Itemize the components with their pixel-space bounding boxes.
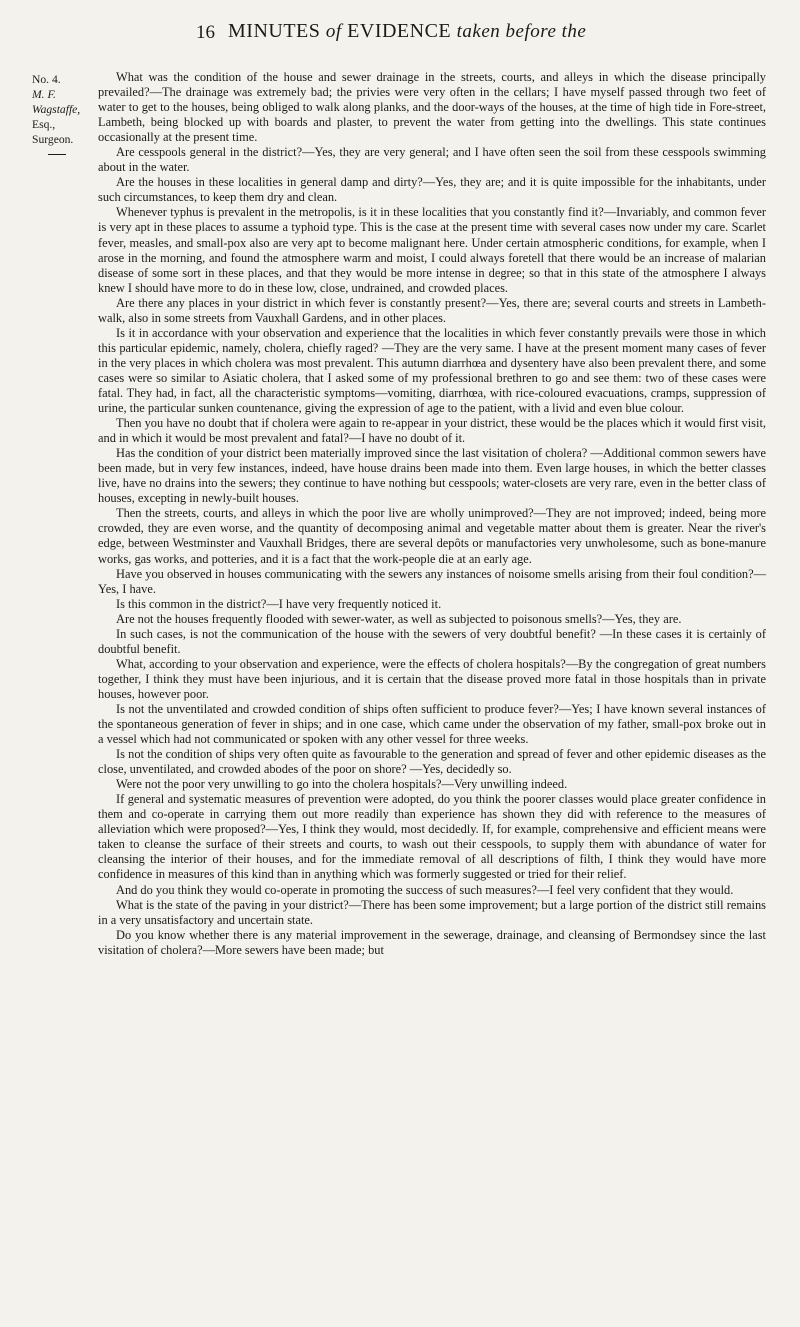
paragraph: Then the streets, courts, and alleys in which the poor live are wholly unimproved?—They are not improved; indeed, being more crowded, they are even worse, and the quantity of decomposing animal and vegetable matter about them is greater. Near the river's edge, between Westminster and Vauxhall Bridges, there are several depôts or manufactories very unwholesome, such as bone-manure works, gas works, and potteries, and it is a fact that the work-people die at an early age. [98,506,766,566]
paragraph: And do you think they would co-operate in promoting the success of such measures?—I feel very confident that they would. [116,882,734,897]
paragraph: Are the houses in these localities in general damp and dirty?—Yes, they are; and it is quite impossible for the inhabitants, under such circumstances, to keep them dry and clean. [98,175,766,205]
margin-rule [48,154,66,155]
margin-witness-name: M. F. Wagstaffe, [32,88,81,116]
paragraph: What is the state of the paving in your district?—There has been some improvement; but a large portion of the district still remains in a very unsatisfactory and uncertain state. [98,897,766,927]
margin-number: No. 4. [32,73,61,86]
paragraph: If general and systematic measures of prevention were adopted, do you think the poorer classes would place greater confidence in them and co-operate in carrying them out more readily than experience has shown they did with reference to the measures of alleviation which were proposed?—Yes, I think they would, most decidedly. If, for example, comprehensive and efficient means were taken to cleanse the surface of their streets and courts, to wash out their cesspools, to supply them with abundance of water for cleansing the interior of their houses, and for the immediate removal of all descriptions of filth, I think they would have more confidence in measures of this kind than in anything which was formerly suggested or tried for their relief. [98,792,766,882]
paragraph: Then you have no doubt that if cholera were again to re-appear in your district, these would be the places which it would first visit, and in which it would be most prevalent and fatal?—I have no doubt of it. [98,416,766,446]
margin-note [32,72,94,155]
evidence-text [98,70,766,958]
running-title [228,20,586,43]
paragraph: Is it in accordance with your observation and experience that the localities in which fever constantly prevails were those in which this particular epidemic, namely, cholera, chiefly raged? —They are the very same. I have at the present moment many cases of fever in the very places in which cholera was most prevalent. This autumn diarrhœa and dysentery have also been prevalent there, and some cases were so similar to Asiatic cholera, that I asked some of my professional brethren to go and see them: two of these cases were fatal. They had, in fact, all the characteristic symptoms—vomiting, diarrhœa, with rice-coloured evacuations, cramps, suppression of urine, the particular sunken countenance, giving the expression of age to the patient, with a livid and even blue colour. [98,325,766,416]
paragraph: Are cesspools general in the district?—Yes, they are very general; and I have often seen the soil from these cesspools swimming about in the water. [98,145,766,175]
paragraph: Is not the unventilated and crowded condition of ships often sufficient to produce fever?—Yes; I have known several instances of the spontaneous generation of fever in ships; and in one case, which came under the observation of my father, small-pox broke out in a vessel which had not communicated or spoken with any other vessel for three weeks. [98,701,766,747]
paragraph: Do you know whether there is any material improvement in the sewerage, drainage, and cleansing of Bermondsey since the last visitation of cholera?—More sewers have been made; but [98,927,766,957]
title-rest: taken before the [456,21,587,42]
title-evidence: EVIDENCE [347,20,452,42]
paragraph: Whenever typhus is prevalent in the metropolis, is it in these localities that you constantly find it?—Invariably, and common fever is very apt in these places to assume a typhoid type. This is the case at the present time with several cases now under my care. Scarlet fever, measles, and small-pox also are very apt to become malignant here. Under certain atmospheric conditions, for example, when I arose in the morning, and found the atmosphere warm and moist, I could always foretell that there would be an increase of malarian disease of some sort in these places, and that they would be more intense in degree; so that in this state of the atmosphere I always knew I should have more to do in these low, close, undrained, and crowded places. [98,205,766,295]
paragraph: Have you observed in houses communicating with the sewers any instances of noisome smells arising from their foul condition?—Yes, I have. [98,566,766,596]
paragraph: Were not the poor very unwilling to go into the cholera hospitals?—Very unwilling indeed. [116,777,568,792]
margin-witness-title: Esq., Surgeon. [32,118,74,146]
paragraph: What, according to your observation and experience, were the effects of cholera hospitals?—By the congregation of great numbers together, I think they must have been injurious, and it is certain that the disease proved more fatal in those hospitals than in private houses, however poor. [98,656,766,701]
title-main: MINUTES [228,20,321,42]
page-header [0,22,800,52]
paragraph: Has the condition of your district been materially improved since the last visitation of cholera? —Additional common sewers have been made, but in very few instances, indeed, have house drains been made into them. Even large houses, in which the better classes live, have no drains into the sewers; they continue to have nothing but cesspools; water-closets are very rare, even in the better class of houses, excepting in newly-built houses. [98,446,766,506]
page-number: 16 [196,22,215,43]
paragraph: Are there any places in your district in which fever is constantly present?—Yes, there are; several courts and streets in Lambeth-walk, also in some streets from Vauxhall Gardens, and in other places. [98,295,766,325]
paragraph: What was the condition of the house and sewer drainage in the streets, courts, and alleys in which the disease principally prevailed?—The drainage was extremely bad; the privies were very often in the cellars; I have myself passed through two feet of water to get to the houses, being obliged to walk along planks, and the door-ways of the houses, at the time of high tide in Fore-street, Lambeth, being blocked up with boards and plaster, to prevent the water from getting into the dwellings. This state continues occasionally at the present time. [98,70,766,145]
paragraph: Are not the houses frequently flooded with sewer-water, as well as subjected to poisonous smells?—Yes, they are. [116,611,682,626]
paragraph: Is this common in the district?—I have very frequently noticed it. [116,596,442,611]
paragraph: Is not the condition of ships very often quite as favourable to the generation and spread of fever and other epidemic diseases as the close, unventilated, and crowded abodes of the poor on shore? —Yes, decidedly so. [98,747,766,777]
title-of: of [325,21,342,42]
paragraph: In such cases, is not the communication of the house with the sewers of very doubtful benefit? —In these cases it is certainly of doubtful benefit. [98,626,766,656]
